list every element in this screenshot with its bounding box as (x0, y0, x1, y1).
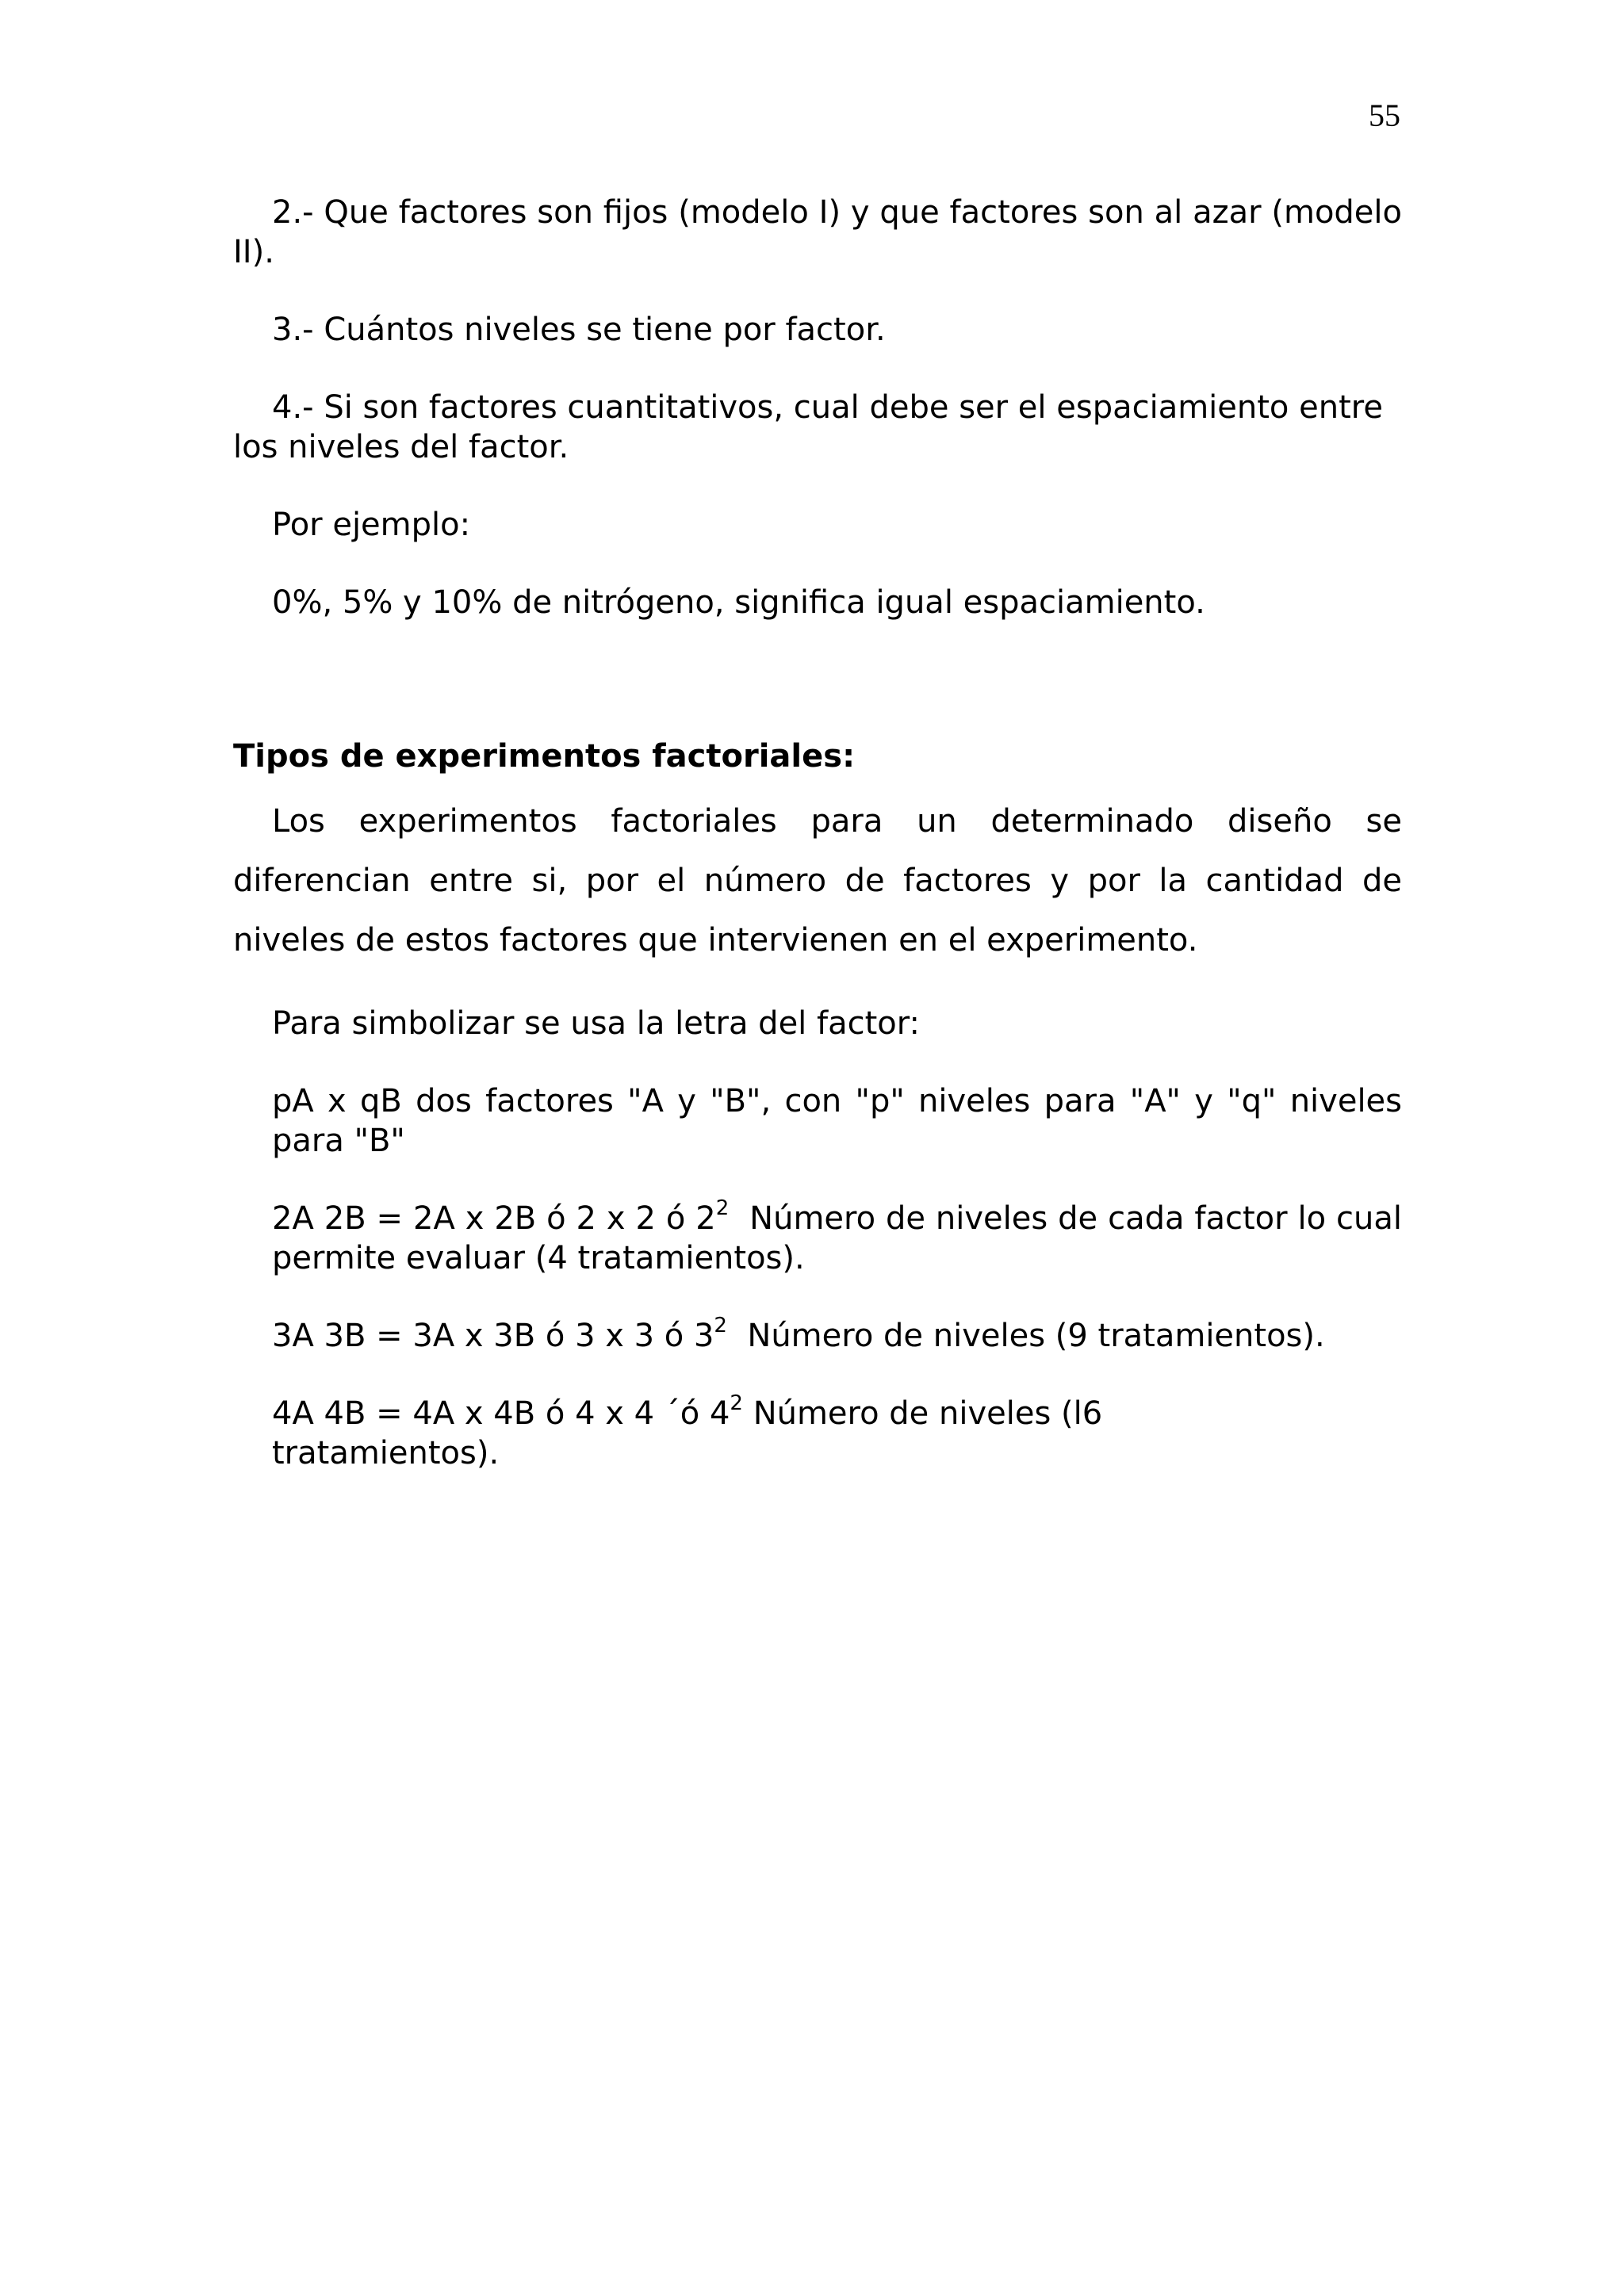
list-item-fixed-random: 2.- Que factores son fijos (modelo I) y que factores son al azar (modelo II). (233, 194, 1402, 270)
page-body (233, 193, 1402, 1473)
example-pq: pA x qB dos factores "A y "B", con "p" niveles para "A" y "q" niveles para "B" (272, 1083, 1402, 1159)
exponent: 2 (714, 1314, 727, 1337)
section-heading: Tipos de experimentos factoriales: (233, 738, 856, 775)
symbol-intro: Para simbolizar se usa la letra del factor: (272, 1005, 920, 1042)
list-item-spacing: 4.- Si son factores cuantitativos, cual debe ser el espaciamiento entre los niveles del factor. (233, 389, 1383, 465)
exponent: 2 (730, 1391, 743, 1415)
formula-description: Número de niveles (9 tratamientos). (747, 1318, 1325, 1354)
example-4x4 (233, 1391, 1402, 1473)
page-number: 55 (1369, 98, 1400, 133)
example-3x3 (233, 1316, 1402, 1356)
formula-description: Número de niveles de cada factor lo cual permite evaluar (4 tratamientos). (272, 1200, 1403, 1276)
formula-lhs: 2A 2B = 2A x 2B ó 2 x 2 ó 2 (272, 1200, 716, 1237)
section-intro: Los experimentos factoriales para un determinado diseño se diferencian entre si, por el número de factores y por la cantidad de niveles de estos factores que intervienen en el experimento. (233, 803, 1402, 959)
formula-description: Número de niveles (l6 tratamientos). (272, 1395, 1103, 1471)
example-2x2 (233, 1196, 1403, 1278)
example-nitrogen: 0%, 5% y 10% de nitrógeno, significa igual espaciamiento. (272, 584, 1205, 621)
formula-lhs: 4A 4B = 4A x 4B ó 4 x 4 ´ó 4 (272, 1395, 730, 1432)
exponent: 2 (715, 1196, 730, 1220)
example-label: Por ejemplo: (272, 507, 471, 543)
formula-lhs: 3A 3B = 3A x 3B ó 3 x 3 ó 3 (272, 1318, 714, 1354)
list-item-levels: 3.- Cuántos niveles se tiene por factor. (272, 312, 886, 348)
